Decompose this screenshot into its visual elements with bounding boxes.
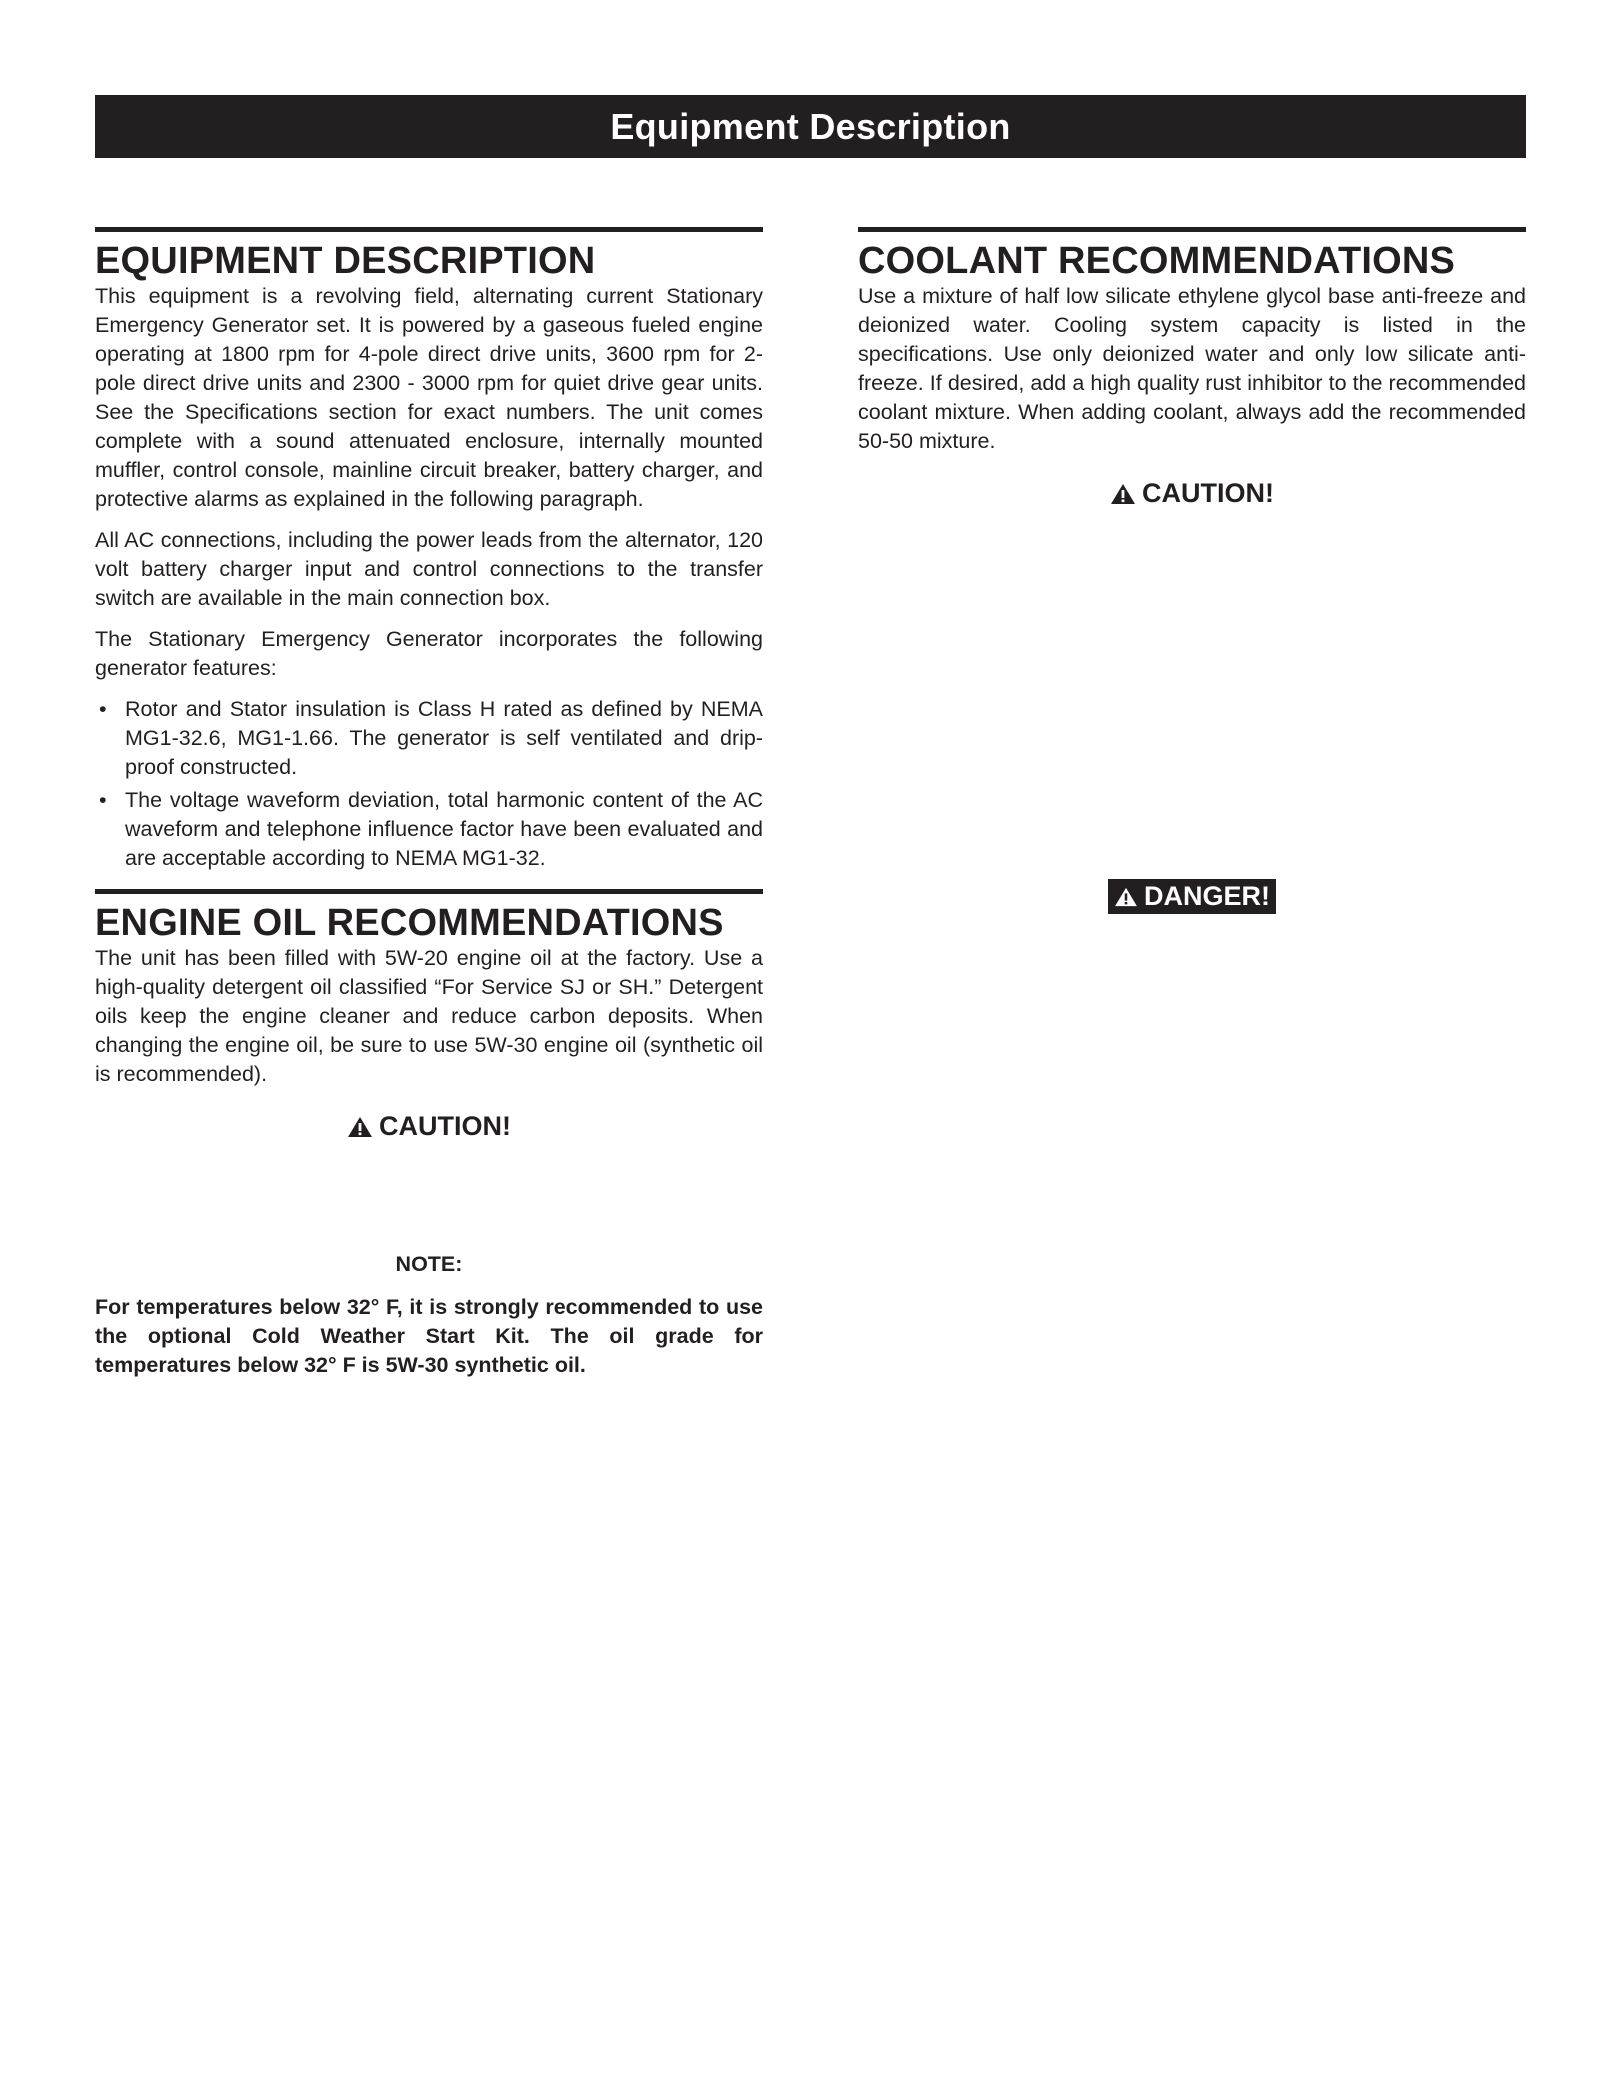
- page-header-bar: [95, 95, 1526, 158]
- generator-features-list: [95, 695, 763, 873]
- danger-badge: [1108, 879, 1276, 914]
- coolant-caution: [858, 478, 1526, 509]
- coolant-danger-wrap: [858, 879, 1526, 914]
- list-item: [95, 786, 763, 873]
- equipment-paragraph-2: All AC connections, including the power leads from the alternator, 120 volt battery charger input and control connections to the transfer switch are available in the main connection box.: [95, 528, 763, 610]
- equipment-paragraph-1: This equipment is a revolving field, alternating current Stationary Emergency Generator set. It is powered by a gaseous fueled engine operating at 1800 rpm for 4-pole direct drive units, 3600 rpm for 2-pole direct drive units and 2300 - 3000 rpm for quiet drive gear units. See the Specifications section for exact numbers. The unit comes complete with a sound attenuated enclosure, internally mounted muffler, control console, mainline circuit breaker, battery charger, and protective alarms as explained in the following paragraph.: [95, 284, 763, 511]
- note-text: For temperatures below 32° F, it is strongly recommended to use the optional Cold Weather Start Kit. The oil grade for temperatures below 32° F is 5W-30 synthetic oil.: [95, 1295, 763, 1377]
- coolant-paragraph: Use a mixture of half low silicate ethylene glycol base anti-freeze and deionized water. Cooling system capacity is listed in the specifications. Use only deionized water and only low silicate anti-freeze. If desired, add a high quality rust inhibitor to the recommended coolant mixture. When adding coolant, always add the recommended 50-50 mixture.: [858, 284, 1526, 453]
- warning-triangle-icon: [1114, 887, 1138, 907]
- engine-oil-caution: [95, 1111, 763, 1142]
- list-item: [95, 695, 763, 782]
- right-column: [858, 227, 1526, 914]
- coolant-heading: COOLANT RECOMMENDATIONS: [858, 240, 1456, 282]
- bullet-icon: •: [99, 788, 107, 812]
- equipment-paragraph-3: The Stationary Emergency Generator incorporates the following generator features:: [95, 627, 763, 680]
- left-column: [95, 227, 763, 1380]
- note-title: NOTE:: [395, 1252, 463, 1276]
- list-item-text: The voltage waveform deviation, total harmonic content of the AC waveform and telephone influence factor have been evaluated and are acceptable according to NEMA MG1-32.: [125, 788, 763, 870]
- bullet-icon: •: [99, 697, 107, 721]
- warning-triangle-icon: [347, 1116, 373, 1138]
- section-rule: [858, 227, 1526, 232]
- caution-label: CAUTION!: [379, 1111, 511, 1141]
- caution-label: CAUTION!: [1142, 478, 1274, 508]
- engine-oil-heading: ENGINE OIL RECOMMENDATIONS: [95, 902, 724, 944]
- section-rule: [95, 889, 763, 894]
- engine-oil-paragraph: The unit has been filled with 5W-20 engine oil at the factory. Use a high-quality detergent oil classified “For Service SJ or SH.” Detergent oils keep the engine cleaner and reduce carbon deposits. When changing the engine oil, be sure to use 5W-30 engine oil (synthetic oil is recommended).: [95, 946, 763, 1086]
- page-header-title: Equipment Description: [610, 105, 1011, 147]
- section-rule: [95, 227, 763, 232]
- list-item-text: Rotor and Stator insulation is Class H rated as defined by NEMA MG1-32.6, MG1-1.66. The generator is self ventilated and drip-proof constructed.: [125, 697, 763, 779]
- danger-label: DANGER!: [1144, 881, 1270, 911]
- warning-triangle-icon: [1110, 483, 1136, 505]
- equipment-description-heading: EQUIPMENT DESCRIPTION: [95, 240, 596, 282]
